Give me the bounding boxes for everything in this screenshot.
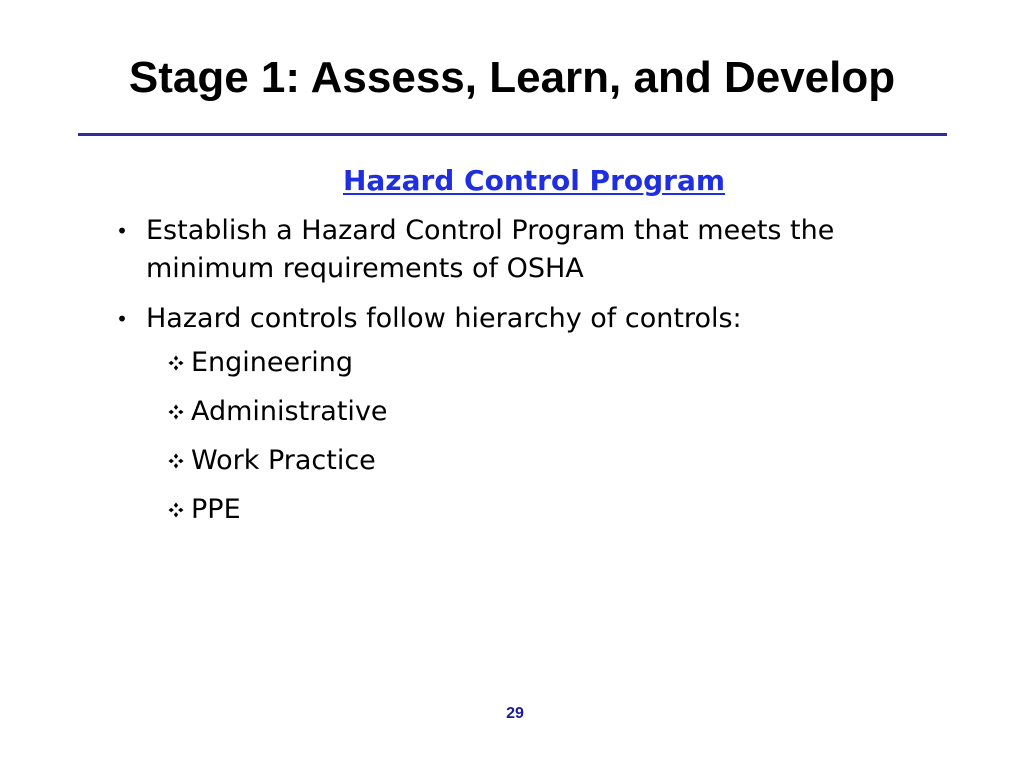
four-diamond-icon — [165, 393, 187, 431]
sub-bullet-text: Administrative — [191, 396, 388, 427]
sub-bullet-list — [146, 344, 942, 529]
sub-bullet-item — [146, 491, 942, 529]
sub-bullet-text: Work Practice — [191, 445, 376, 476]
four-diamond-icon — [165, 442, 187, 480]
four-diamond-icon — [165, 491, 187, 529]
sub-bullet-item — [146, 442, 942, 480]
slide-title: Stage 1: Assess, Learn, and Develop — [128, 53, 896, 102]
bullet-text: Establish a Hazard Control Program that meets the minimum requirements of OSHA — [146, 215, 835, 284]
page-number: 29 — [506, 705, 524, 722]
bullet-list — [112, 212, 942, 541]
bullet-text: Hazard controls follow hierarchy of controls: — [146, 303, 742, 334]
sub-bullet-item — [146, 393, 942, 431]
bullet-item — [112, 300, 942, 529]
bullet-item — [112, 212, 942, 288]
sub-bullet-text: PPE — [191, 494, 241, 525]
title-divider — [78, 133, 947, 136]
four-diamond-icon — [165, 344, 187, 382]
bullet-dot-icon: • — [116, 307, 128, 331]
sub-bullet-item — [146, 344, 942, 382]
bullet-dot-icon: • — [116, 219, 128, 243]
subheading: Hazard Control Program — [342, 164, 726, 197]
sub-bullet-text: Engineering — [191, 347, 353, 378]
